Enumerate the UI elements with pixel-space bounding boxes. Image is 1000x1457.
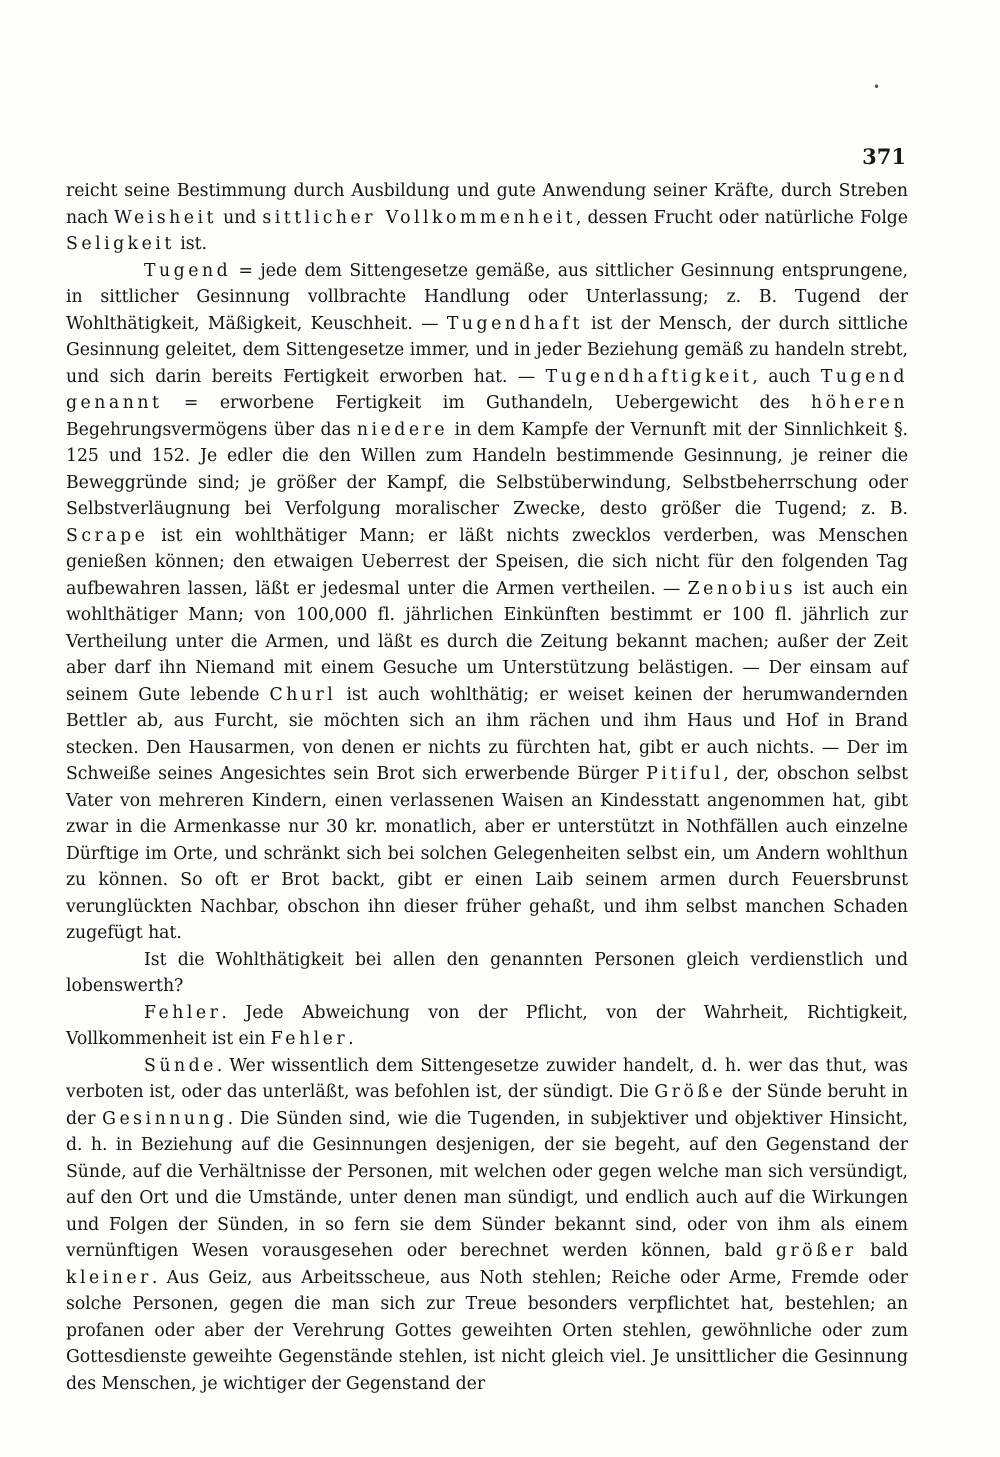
spaced-emphasis-text: Tugendhaft (446, 313, 583, 334)
body-text (66, 178, 908, 1397)
text-run: , auch (752, 366, 821, 387)
paragraph (66, 1053, 908, 1398)
text-run: bald (856, 1241, 908, 1261)
spaced-emphasis-text: Fehler (270, 1029, 349, 1049)
text-run: der Sünde beruht in der (66, 1082, 908, 1129)
spaced-emphasis-text: Tugend genannt (66, 366, 908, 413)
spaced-emphasis-text: Tugendhaftigkeit (545, 366, 753, 387)
page-mark: • (873, 80, 881, 94)
text-run: , dessen Frucht oder natürliche Folge (575, 207, 908, 228)
text-run: in dem Kampfe der Vernunft mit der Sinnlichkeit §. 125 und 152. Je edler die den Willen zum Handeln bestimmende Gesinnung, je reiner die Beweggründe sind; je größer der Kampf, die Selbstüberwindung, Selbstbeherrschung oder Selbstverläugnung bei Verfolgung moralischer Zwecke, desto größer die Tugend; z. B. (66, 419, 908, 519)
text-run: . (348, 1029, 354, 1049)
text-run: ist ein wohlthätiger Mann; er läßt nichts zwecklos verderben, was Menschen genießen können; den etwaigen Ueberrest der Speisen, die sich nicht für den folgenden Tag aufbewahren lassen, läßt er jedesmal unter die Armen vertheilen. — (66, 525, 908, 599)
text-run: Begehrungsvermögens über das (66, 419, 357, 440)
spaced-emphasis-text: Gesinnung (102, 1108, 228, 1129)
spaced-emphasis-text: niedere (356, 419, 449, 440)
text-run: reicht seine Bestimmung durch Ausbildung und gute Anwendung seiner Kräfte, durch Streben nach (66, 181, 908, 228)
text-run: . Wer wissentlich dem Sittengesetze zuwider handelt, d. h. wer das thut, was verboten ist, oder das unterläßt, was befohlen ist, der sündigt. Die (66, 1055, 908, 1102)
spaced-emphasis-text: Scrape (66, 525, 149, 546)
text-run: und (216, 207, 263, 228)
spaced-emphasis-text: Pitiful (646, 764, 724, 784)
spaced-emphasis-text: Tugend (144, 260, 232, 281)
text-run: ist auch wohlthätig; er weiset keinen der herumwandernden Bettler ab, aus Furcht, sie möchten sich an ihm rächen und ihm Haus und Hof in Brand stecken. Den Hausarmen, von denen er nichts zu fürchten hat, gibt er auch nichts. — Der im Schweiße seines Angesichtes sein Brot sich erwerbende Bürger (66, 684, 908, 784)
text-run: ist der Mensch, der durch sittliche Gesinnung geleitet, dem Sittengesetze immer, und in jeder Beziehung gemäß zu handeln strebt, und sich darin bereits Fertigkeit erworben hat. — (66, 313, 908, 387)
spaced-emphasis-text: Churl (269, 684, 337, 705)
text-run: = erworbene Fertigkeit im Guthandeln, Uebergewicht des (162, 393, 811, 413)
spaced-emphasis-text: Sünde (144, 1055, 217, 1076)
text-run: ist auch ein wohlthätiger Mann; von 100,000 fl. jährlichen Einkünften bestimmt er 100 fl. jährlich zur Vertheilung unter die Armen, und läßt es durch die Zeitung bekannt machen; außer der Zeit aber darf ihn Niemand mit einem Gesuche um Unterstützung belästigen. — Der einsam auf seinem Gute lebende (66, 578, 908, 705)
spaced-emphasis-text: größer (775, 1241, 857, 1261)
spaced-emphasis-text: Weisheit (114, 207, 217, 228)
text-run: , der, obschon selbst Vater von mehreren Kindern, einen verlassenen Waisen an Kindesstatt angenommen hat, gibt zwar in die Armenkasse nur 30 kr. monatlich, aber er unterstützt in Nothfällen auch einzelne Dürftige im Orte, und schränkt sich bei solchen Gelegenheiten selbst ein, um Andern wohlthun zu können. So oft er Brot backt, gibt er einen Laib seinem armen durch Feuersbrunst verunglückten Nachbar, obschon ihn dieser früher gehaßt, und ihm selbst manchen Schaden zugefügt hat. (66, 764, 908, 943)
spaced-emphasis-text: höheren (810, 393, 908, 413)
text-run: ist. (174, 234, 207, 254)
spaced-emphasis-text: Größe (654, 1082, 727, 1102)
spaced-emphasis-text: Zenobius (687, 578, 796, 599)
spaced-emphasis-text: Seligkeit (66, 234, 175, 254)
paragraph (66, 178, 908, 258)
paragraph (66, 947, 908, 1000)
paragraph (66, 1000, 908, 1053)
text-run: Ist die Wohlthätigkeit bei allen den genannten Personen gleich verdienstlich und lobenswerth? (66, 949, 908, 996)
text-run: . Jede Abweichung von der Pflicht, von der Wahrheit, Richtigkeit, Vollkommenheit ist ein (66, 1002, 908, 1049)
spaced-emphasis-text: Fehler (144, 1002, 222, 1023)
page-number: 371 (862, 144, 906, 169)
text-run: = jede dem Sittengesetze gemäße, aus sittlicher Gesinnung entsprungene, in sittlicher Gesinnung vollbrachte Handlung oder Unterlassung; z. B. Tugend der Wohlthätigkeit, Mäßigkeit, Keuschheit. — (66, 260, 908, 334)
paragraph (66, 258, 908, 947)
text-run: . Aus Geiz, aus Arbeitsscheue, aus Noth stehlen; Reiche oder Arme, Fremde oder solche Personen, gegen die man sich zur Treue besonders verpflichtet hat, bestehlen; an profanen oder aber der Verehrung Gottes geweihten Orten stehlen, gewöhnliche oder zum Gottesdienste geweihte Gegenstände stehlen, ist nicht gleich viel. Je unsittlicher die Gesinnung des Menschen, je wichtiger der Gegenstand der (66, 1267, 908, 1394)
text-run: . Die Sünden sind, wie die Tugenden, in subjektiver und objektiver Hinsicht, d. h. in Beziehung auf die Gesinnungen desjenigen, der sie begeht, auf den Gegenstand der Sünde, auf die Verhältnisse der Personen, mit welchen oder gegen welche man sich versündigt, auf den Ort und die Umstände, unter denen man sündigt, und endlich auch auf die Wirkungen und Folgen der Sünden, in so fern sie dem Sünder bekannt sind, oder von ihm als einem vernünftigen Wesen vorausgesehen oder berechnet werden können, bald (66, 1108, 908, 1261)
spaced-emphasis-text: sittlicher Vollkommenheit (262, 207, 576, 228)
spaced-emphasis-text: kleiner (66, 1267, 152, 1288)
